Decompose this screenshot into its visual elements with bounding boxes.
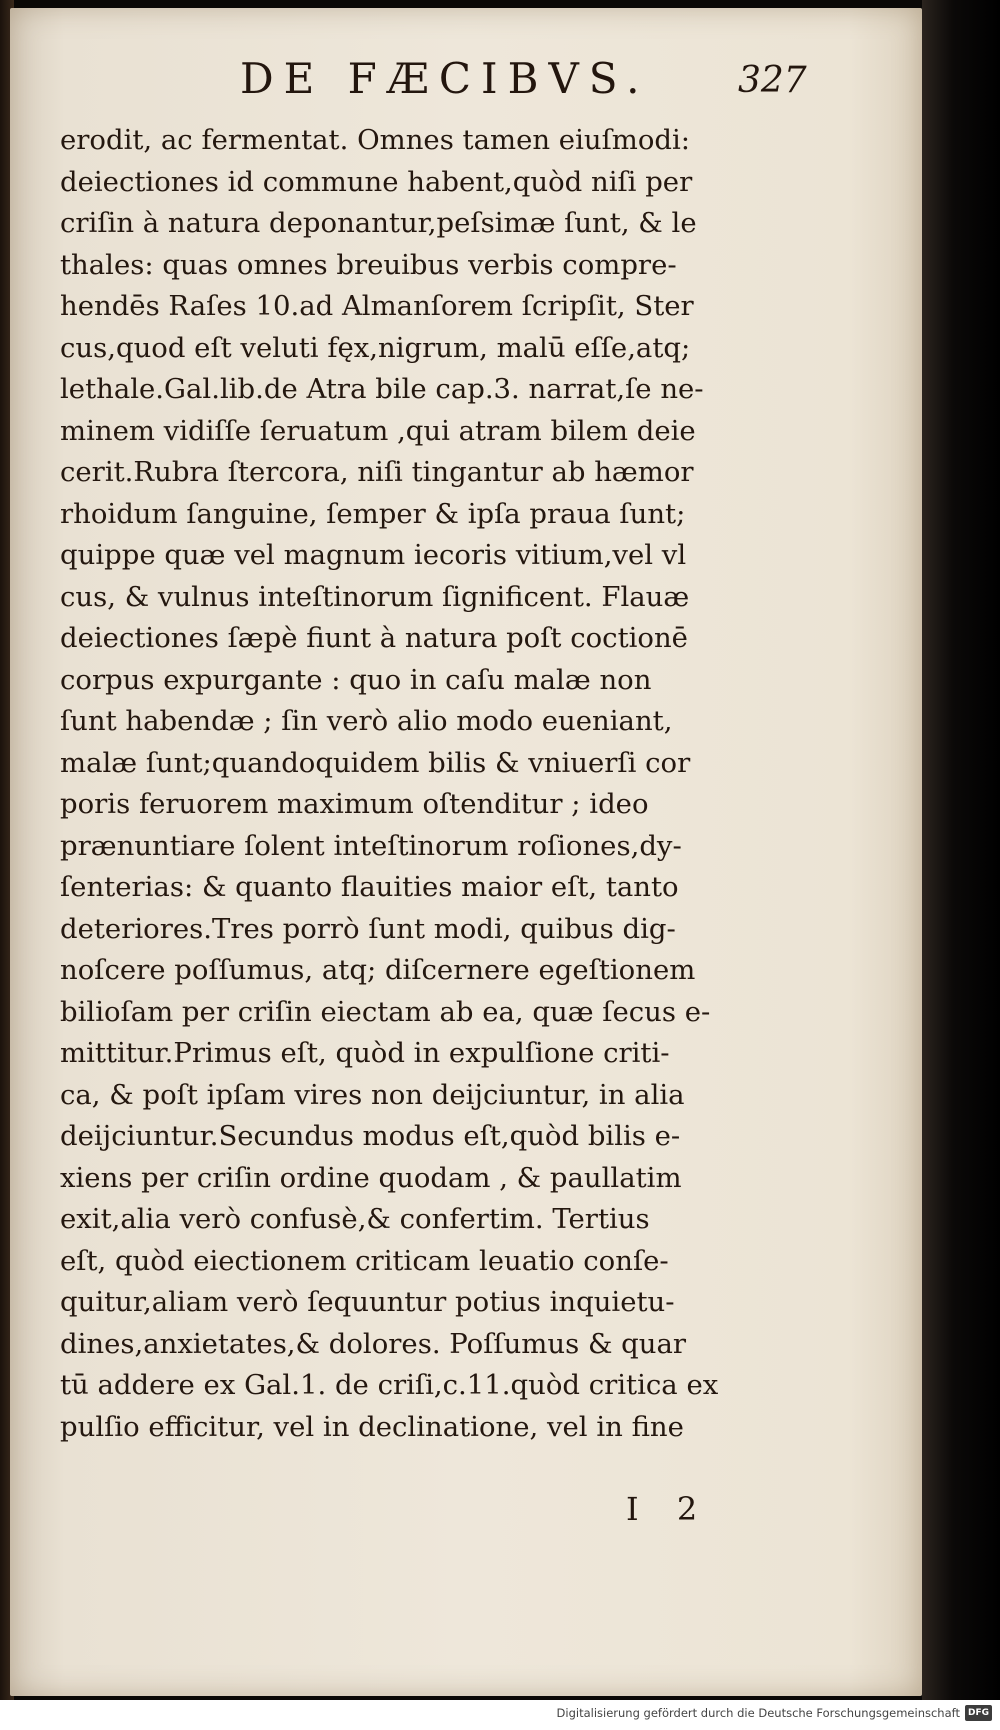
- text-line: ſenterias: & quanto flauities maior eſt, tanto: [60, 871, 679, 903]
- running-head: [10, 54, 922, 114]
- text-line: thales: quas omnes breuibus verbis compre-: [60, 248, 677, 281]
- running-title: DE FÆCIBVS.: [240, 54, 650, 103]
- book-page: [10, 8, 922, 1696]
- text-line: cus,quod eſt veluti fęx,nigrum, malū eſſe,atq;: [60, 331, 691, 364]
- text-line: erodit, ac fermentat. Omnes tamen eiuſmodi:: [60, 124, 691, 156]
- digitization-footer: [0, 1700, 1000, 1730]
- text-line: tū addere ex Gal.1. de criſi,c.11.quòd critica ex: [60, 1369, 719, 1401]
- text-line: lethale.Gal.lib.de Atra bile cap.3. narrat,ſe ne-: [60, 373, 704, 405]
- text-line: mittitur.Primus eſt, quòd in expulſione criti-: [60, 1037, 670, 1069]
- text-line: rhoidum ſanguine, ſemper & ipſa praua ſunt;: [60, 497, 686, 530]
- page-number: 327: [738, 60, 807, 101]
- text-line: deteriores.Tres porrò ſunt modi, quibus dig-: [60, 912, 676, 945]
- text-line: eſt, quòd eiectionem criticam leuatio conſe-: [60, 1244, 669, 1277]
- dfg-logo: DFG: [965, 1705, 992, 1721]
- text-line: poris feruorem maximum oſtenditur ; ideo: [60, 788, 649, 820]
- text-line: criſin à natura deponantur,peſsimæ ſunt, & le: [60, 207, 697, 239]
- text-line: quitur,aliam verò ſequuntur potius inquietu-: [60, 1286, 675, 1318]
- text-line: exit,alia verò confusè,& confertim. Tertius: [60, 1203, 650, 1235]
- text-line: deiectiones id commune habent,quòd niſi per: [60, 165, 693, 198]
- text-line: quippe quæ vel magnum iecoris vitium,vel vl: [60, 539, 687, 571]
- text-line: bilioſam per criſin eiectam ab ea, quæ ſecus e-: [60, 995, 711, 1028]
- text-line: pulſio efficitur, vel in declinatione, vel in fine: [60, 1410, 684, 1443]
- text-line: deiectiones ſæpè fiunt à natura poſt coctionē: [60, 622, 688, 654]
- text-line: dines,anxietates,& dolores. Poſſumus & quar: [60, 1327, 687, 1360]
- text-line: xiens per criſin ordine quodam , & paullatim: [60, 1161, 682, 1194]
- text-line: malæ ſunt;quandoquidem bilis & vniuerſi cor: [60, 746, 691, 779]
- text-line: corpus expurgante : quo in caſu malæ non: [60, 663, 652, 696]
- text-line: cus, & vulnus inteſtinorum ſignificent. Flauæ: [60, 580, 690, 613]
- funding-credit: Digitalisierung gefördert durch die Deutsche Forschungsgemeinschaft: [556, 1706, 960, 1720]
- text-line: hendēs Raſes 10.ad Almanſorem ſcripſit, Ster: [60, 290, 694, 322]
- text-line: minem vidiſſe ſeruatum ,qui atram bilem deie: [60, 414, 696, 447]
- signature-mark: I 2: [626, 1490, 712, 1528]
- scan-background-right: [922, 0, 1000, 1700]
- text-line: prænuntiare ſolent inteſtinorum roſiones,dy-: [60, 829, 682, 862]
- text-line: noſcere poſſumus, atq; diſcernere egeſtionem: [60, 954, 696, 986]
- body-text: [60, 120, 820, 1448]
- text-line: ca, & poſt ipſam vires non deijciuntur, in alia: [60, 1078, 685, 1111]
- text-line: cerit.Rubra ſtercora, niſi tingantur ab hæmor: [60, 456, 694, 488]
- text-line: deijciuntur.Secundus modus eſt,quòd bilis e-: [60, 1120, 681, 1152]
- text-line: ſunt habendæ ; ſin verò alio modo eueniant,: [60, 705, 673, 737]
